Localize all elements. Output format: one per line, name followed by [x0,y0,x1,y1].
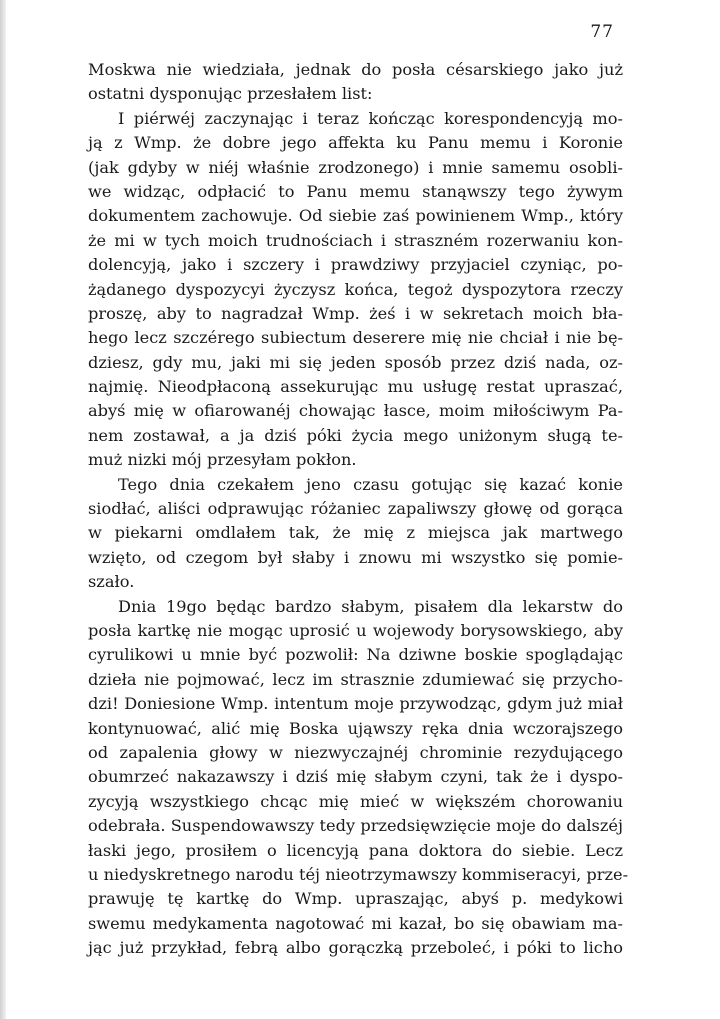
text-line: siodłać, aliści odprawując różaniec zapaliwszy głowę od gorąca [88,499,623,519]
text-line: proszę, aby to nagradzał Wmp. żeś i w sekretach moich bła- [88,303,623,323]
text-line: u niedyskretnego narodu téj nieotrzymawszy kommiseracyi, prze- [88,864,629,884]
text-line: odebrała. Suspendowawszy tedy przedsięwzięcie moje do dalszéj [88,816,623,836]
text-line: żądanego dyspozycyi życzysz końca, tegoż dyspozytora rzeczy [88,279,623,299]
text-line: kontynuować, alić mię Boska ująwszy ręka dnia wczorajszego [88,718,623,738]
text-line: od zapalenia głowy w niezwyczajnéj chrominie rezydującego [88,742,623,762]
text-line: Moskwa nie wiedziała, jednak do posła césarskiego jako już [88,60,623,79]
page-number: 77 [590,22,614,42]
text-line: (jak gdyby w niéj właśnie zrodzonego) i mnie samemu osobli- [88,157,623,177]
text-line: swemu medykamenta nagotować mi kazał, bo się obawiam ma- [88,913,623,933]
body-text [88,58,629,960]
text-line: dziesz, gdy mu, jaki mi się jeden sposób przez dziś nada, oz- [88,352,623,372]
text-line: wzięto, od czegom był słaby i znowu mi wszystko się pomie- [88,547,623,567]
text-line: dzieła nie pojmować, lecz im strasznie zdumiewać się przycho- [88,669,623,689]
text-line: dolencyją, jako i szczery i prawdziwy przyjaciel czyniąc, po- [88,255,623,275]
text-line: obumrzeć nakazawszy i dziś mię słabym czyni, tak że i dyspo- [88,767,623,787]
text-line: muż nizki mój przesyłam pokłon. [88,450,357,470]
text-line: we widząc, odpłacić to Panu memu stanąwszy tego żywym [88,181,623,201]
text-line: Tego dnia czekałem jeno czasu gotując się kazać konie [118,474,623,494]
scan-page-edge [0,0,6,1019]
text-line: ostatni dysponując przesłałem list: [88,84,373,104]
text-line: ją z Wmp. że dobre jego affekta ku Panu memu i Koronie [88,133,623,153]
text-line: abyś mię w ofiarowanéj chowając łasce, moim miłościwym Pa- [88,401,623,421]
text-line: szało. [88,572,135,592]
text-line: łaski jego, prosiłem o licencyją pana doktora do siebie. Lecz [88,840,623,860]
text-line: zycyją wszystkiego chcąc mię mieć w większém chorowaniu [88,791,623,811]
text-line: w piekarni omdlałem tak, że mię z miejsca jak martwego [88,523,623,543]
text-line: prawuję tę kartkę do Wmp. upraszając, abyś p. medykowi [88,889,623,909]
text-line: posła kartkę nie mogąc uprosić u wojewody borysowskiego, aby [88,620,623,640]
text-line: dokumentem zachowuje. Od siebie zaś powinienem Wmp., który [88,206,623,226]
text-line: I piérwéj zaczynając i teraz kończąc korespondencyją mo- [118,108,623,128]
text-line: jąc już przykład, febrą albo gorączką przeboleć, i póki to licho [88,938,623,958]
text-line: dzi! Doniesione Wmp. intentum moje przywodząc, gdym już miał [88,694,623,714]
text-line: najmię. Nieodpłaconą assekurując mu usługę restat upraszać, [88,377,623,397]
text-line: hego lecz szczérego subiectum deserere mię nie chciał i nie bę- [88,328,623,348]
text-line: że mi w tych moich trudnościach i straszném rozerwaniu kon- [88,230,623,250]
text-line: cyrulikowi u mnie być pozwolił: Na dziwne boskie spoglądając [88,645,623,665]
text-line: nem zostawał, a ja dziś póki życia mego uniżonym sługą te- [88,425,623,445]
text-line: Dnia 19go będąc bardzo słabym, pisałem dla lekarstw do [118,596,623,616]
